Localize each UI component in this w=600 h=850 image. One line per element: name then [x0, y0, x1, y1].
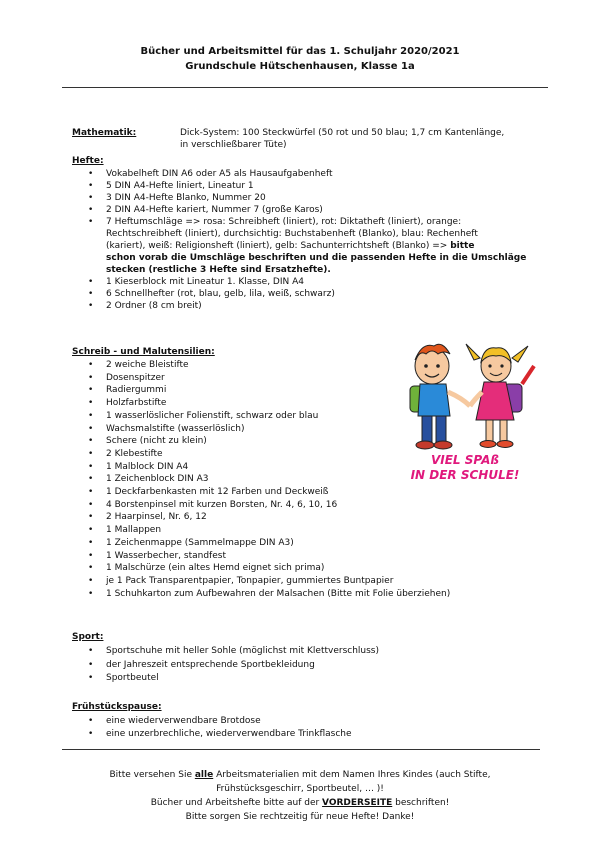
- hefte-list: [86, 168, 526, 312]
- footer-line-1-c: Arbeitsmaterialien mit dem Namen Ihres Kindes (auch Stifte,: [213, 770, 491, 780]
- page-title: [0, 44, 600, 74]
- footer-line-4: Bitte sorgen Sie rechtzeitig für neue Hefte! Danke!: [185, 812, 415, 822]
- mathematik-line-1: Dick-System: 100 Steckwürfel (50 rot und 50 blau; 1,7 cm Kantenlänge,: [180, 128, 505, 138]
- illustration-text-line-2: IN DER SCHULE!: [410, 468, 520, 482]
- bottom-divider: [62, 749, 540, 750]
- footer-line-3: [60, 796, 540, 810]
- list-item: • 3 DIN A4-Hefte Blanko, Nummer 20: [86, 192, 526, 204]
- list-item: • Sportbeutel: [86, 672, 379, 686]
- list-item: • 2 Ordner (8 cm breit): [86, 300, 526, 312]
- boy-figure: [410, 344, 470, 449]
- list-item: • 2 weiche Bleistifte: [86, 359, 450, 372]
- list-item: • 4 Borstenpinsel mit kurzen Borsten, Nr. 4, 6, 10, 16: [86, 499, 450, 512]
- footer-note: [60, 768, 540, 824]
- list-item: • 1 Mallappen: [86, 524, 450, 537]
- list-item: • eine unzerbrechliche, wiederverwendbare Trinkflasche: [86, 728, 352, 741]
- list-item: • 6 Schnellhefter (rot, blau, gelb, lila, weiß, schwarz): [86, 288, 526, 300]
- list-item: • 1 Malschürze (ein altes Hemd eignet sich prima): [86, 562, 450, 575]
- list-item: • 1 Zeichenmappe (Sammelmappe DIN A3): [86, 537, 450, 550]
- list-item: • 1 Schuhkarton zum Aufbewahren der Malsachen (Bitte mit Folie überziehen): [86, 588, 450, 601]
- list-item: • Vokabelheft DIN A6 oder A5 als Hausaufgabenheft: [86, 168, 526, 180]
- umschlag-line-3-text: (kariert), weiß: Religionsheft (liniert), gelb: Sachunterrichtsheft (Blanko) =>: [106, 241, 451, 251]
- list-item: • eine wiederverwendbare Brotdose: [86, 715, 352, 728]
- umschlag-line-3: [106, 240, 526, 252]
- umschlag-line-4: schon vorab die Umschläge beschriften und die passenden Hefte in die Umschläge: [106, 253, 527, 263]
- schreib-heading: Schreib - und Malutensilien:: [72, 347, 215, 357]
- list-item: • 2 DIN A4-Hefte kariert, Nummer 7 (große Karos): [86, 204, 526, 216]
- mathematik-heading: Mathematik:: [72, 128, 137, 138]
- footer-emphasis-vorderseite: VORDERSEITE: [322, 798, 393, 808]
- footer-line-1-a: Bitte versehen Sie: [109, 770, 195, 780]
- list-item: • 1 Wasserbecher, standfest: [86, 550, 450, 563]
- list-item: • 1 wasserlöslicher Folienstift, schwarz oder blau: [86, 410, 450, 423]
- sport-heading: Sport:: [72, 632, 104, 642]
- list-item: • Radiergummi: [86, 384, 450, 397]
- list-item: • der Jahreszeit entsprechende Sportbekleidung: [86, 659, 379, 673]
- fruehstueck-heading: Frühstückspause:: [72, 702, 162, 712]
- footer-line-2: Frühstücksgeschirr, Sportbeutel, … )!: [216, 784, 384, 794]
- girl-figure: [466, 344, 534, 448]
- footer-line-1: [60, 768, 540, 782]
- title-line-1: Bücher und Arbeitsmittel für das 1. Schuljahr 2020/2021: [140, 46, 460, 57]
- list-item: • Sportschuhe mit heller Sohle (möglichst mit Klettverschluss): [86, 645, 379, 659]
- footer-line-3-c: beschriften!: [392, 798, 450, 808]
- list-item-umschlaege: [86, 216, 526, 276]
- list-item: • 2 Klebestifte: [86, 448, 450, 461]
- umschlag-line-1: • 7 Heftumschläge => rosa: Schreibheft (liniert), rot: Diktatheft (liniert), orange:: [106, 217, 462, 227]
- footer-emphasis-alle: alle: [194, 770, 214, 780]
- list-item: • Holzfarbstifte: [86, 397, 450, 410]
- list-item: • Schere (nicht zu klein): [86, 435, 450, 448]
- umschlag-line-2: Rechtschreibheft (liniert), durchsichtig: Buchstabenheft (Blanko), blau: Rechenheft: [106, 229, 478, 239]
- footer-line-3-a: Bücher und Arbeitshefte bitte auf der: [150, 798, 323, 808]
- list-item: • 1 Kieserblock mit Lineatur 1. Klasse, DIN A4: [86, 276, 526, 288]
- hefte-heading: Hefte:: [72, 156, 104, 166]
- title-line-2: Grundschule Hütschenhausen, Klasse 1a: [185, 61, 415, 72]
- illustration-text-line-1: VIEL SPAß: [430, 453, 500, 467]
- list-item: • 2 Haarpinsel, Nr. 6, 12: [86, 511, 450, 524]
- children-school-illustration: [392, 336, 538, 484]
- fruehstueck-list: [86, 715, 352, 741]
- list-item: • Dosenspitzer: [86, 372, 450, 385]
- top-divider: [62, 87, 548, 88]
- list-item: • 5 DIN A4-Hefte liniert, Lineatur 1: [86, 180, 526, 192]
- list-item: • Wachsmalstifte (wasserlöslich): [86, 423, 450, 436]
- umschlag-line-3-bold: bitte: [450, 241, 475, 251]
- list-item: • 1 Malblock DIN A4: [86, 461, 450, 474]
- sport-list: [86, 645, 379, 686]
- mathematik-line-2: in verschließbarer Tüte): [180, 140, 287, 150]
- list-item: • 1 Zeichenblock DIN A3: [86, 473, 450, 486]
- list-item: • je 1 Pack Transparentpapier, Tonpapier, gummiertes Buntpapier: [86, 575, 450, 588]
- umschlag-line-5: stecken (restliche 3 Hefte sind Ersatzhefte).: [106, 265, 331, 275]
- list-item: • 1 Deckfarbenkasten mit 12 Farben und Deckweiß: [86, 486, 450, 499]
